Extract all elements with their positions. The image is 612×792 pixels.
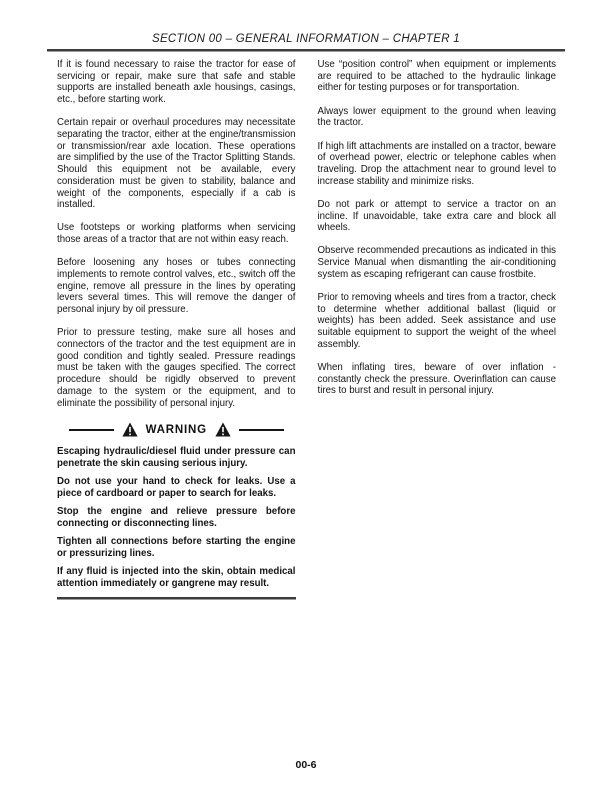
body-paragraph: Do not park or attempt to service a tractor on an incline. If unavoidable, take extra care and block all wheels.	[317, 198, 556, 234]
body-paragraph: Use “position control” when equipment or implements are required to be attached to the hydraulic linkage either for testing purposes or for transportation.	[317, 59, 556, 94]
body-paragraph: Always lower equipment to the ground when leaving the tractor.	[317, 105, 556, 129]
body-paragraph: If it is found necessary to raise the tractor for ease of servicing or repair, make sure that safe and stable supports are installed beneath axle housings, casings, etc., before starting work.	[57, 59, 296, 106]
warning-paragraph: Stop the engine and relieve pressure before connecting or disconnecting lines.	[57, 506, 296, 529]
warning-title: WARNING	[145, 423, 207, 436]
warning-paragraph: Tighten all connections before starting the engine or pressurizing lines.	[57, 536, 296, 559]
page-number: 00-6	[295, 759, 317, 771]
left-column	[57, 59, 296, 600]
warning-triangle-icon	[215, 422, 231, 437]
warning-section	[57, 422, 296, 600]
body-paragraph: If high lift attachments are installed on a tractor, beware of overhead power, electric or telephone cables when traveling. Drop the attachment near to ground level to increase stability and minimize risks.	[317, 140, 556, 187]
warning-paragraph: Escaping hydraulic/diesel fluid under pressure can penetrate the skin causing serious injury.	[57, 446, 296, 469]
body-paragraph: Prior to removing wheels and tires from a tractor, check to determine whether additional ballast (liquid or weights) has been added. Seek assistance and use suitable equipment to support the weight of the wheel assembly.	[317, 292, 556, 350]
body-paragraph: Certain repair or overhaul procedures may necessitate separating the tractor, either at the engine/transmission or transmission/rear axle location. These operations are simplified by the use of the Tractor Splitting Stands. Should this equipment not be available, every consideration must be given to stability, balance and weight of the components, especially if a cab is installed.	[57, 117, 296, 211]
warning-rule-right	[239, 429, 284, 431]
body-paragraph: Use footsteps or working platforms when servicing those areas of a tractor that are not within easy reach.	[57, 222, 296, 246]
page-footer	[0, 755, 612, 773]
warning-triangle-icon	[122, 422, 138, 437]
warning-end-rule	[57, 597, 296, 600]
warning-body	[57, 446, 296, 589]
section-title: SECTION 00 – GENERAL INFORMATION – CHAPTER 1	[151, 33, 460, 45]
warning-rule-left	[69, 429, 114, 431]
page-header	[0, 33, 612, 52]
warning-paragraph: Do not use your hand to check for leaks. Use a piece of cardboard or paper to search for leaks.	[57, 476, 296, 499]
body-paragraph: When inflating tires, beware of over inflation - constantly check the pressure. Overinflation can cause tires to burst and result in personal injury.	[317, 362, 556, 397]
warning-paragraph: If any fluid is injected into the skin, obtain medical attention immediately or gangrene may result.	[57, 565, 296, 589]
body-paragraph: Before loosening any hoses or tubes connecting implements to remote control valves, etc., switch off the engine, remove all pressure in the lines by operating levers several times. This will remove the danger of personal injury by oil pressure.	[57, 257, 296, 316]
right-column	[318, 59, 557, 600]
warning-header	[57, 422, 296, 437]
header-rule	[47, 49, 565, 52]
two-column-body	[57, 59, 556, 600]
body-paragraph: Prior to pressure testing, make sure all hoses and connectors of the tractor and the test equipment are in good condition and tightly sealed. Pressure readings must be taken with the gauges specified. The correct procedure should be rigidly observed to prevent damage to the system or the equipment, and to eliminate the possibility of personal injury.	[57, 327, 296, 409]
body-paragraph: Observe recommended precautions as indicated in this Service Manual when dismantling the air-conditioning system as escaping refrigerant can cause frostbite.	[317, 245, 556, 280]
